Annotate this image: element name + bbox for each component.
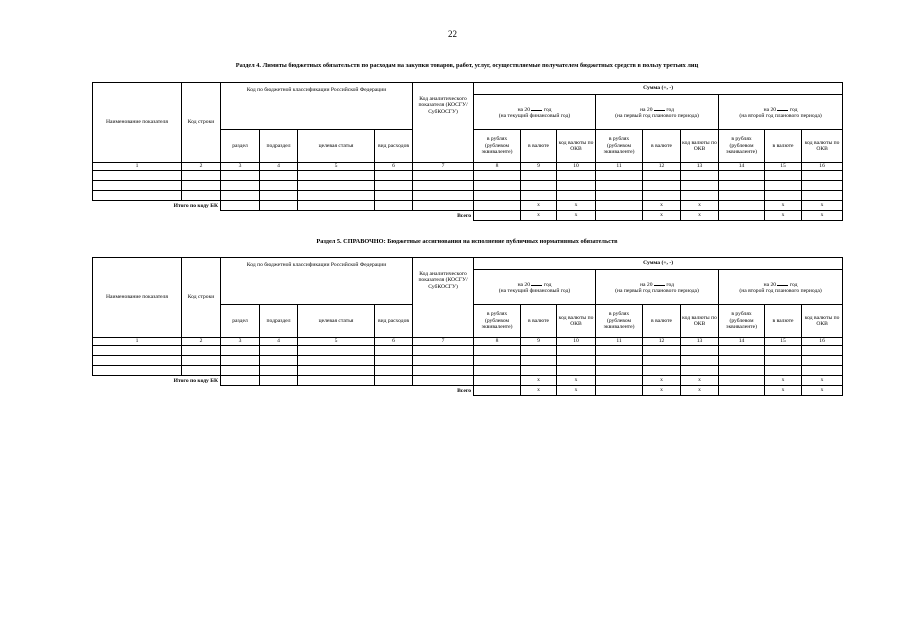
header-name: Наименование показателя <box>93 258 182 338</box>
cell-input[interactable] <box>221 356 260 366</box>
header-sum: Сумма (+, -) <box>474 83 843 95</box>
cell-input[interactable] <box>719 191 765 201</box>
column-numbers-row <box>93 338 843 346</box>
cell-input[interactable] <box>474 386 521 396</box>
cell-input[interactable] <box>719 171 765 181</box>
cell-input[interactable] <box>260 191 298 201</box>
cell-input[interactable] <box>413 376 474 386</box>
cell-input[interactable] <box>719 386 765 396</box>
col-number: 12 <box>643 163 681 171</box>
cell-input[interactable] <box>802 356 843 366</box>
cell-input[interactable] <box>413 356 474 366</box>
header-okv: код валюты по ОКВ <box>557 130 596 163</box>
header-year-first-plan: на 20 год (на первый год планового периода) <box>596 95 719 130</box>
cell-input[interactable] <box>681 346 719 356</box>
col-number: 13 <box>681 163 719 171</box>
column-numbers-row <box>93 163 843 171</box>
cell-input[interactable] <box>474 346 521 356</box>
cell-input[interactable] <box>521 171 557 181</box>
cell-input[interactable] <box>719 201 765 211</box>
cell-input[interactable] <box>298 171 375 181</box>
header-razdel: раздел <box>221 130 260 163</box>
col-number: 8 <box>474 338 521 346</box>
cell-input[interactable] <box>413 191 474 201</box>
cell-input[interactable] <box>521 181 557 191</box>
x-mark: x <box>643 201 681 211</box>
cell-input[interactable] <box>413 346 474 356</box>
cell-input[interactable] <box>260 376 298 386</box>
cell-input[interactable] <box>375 201 413 211</box>
header-okv: код валюты по ОКВ <box>802 305 843 338</box>
cell-input[interactable] <box>681 171 719 181</box>
cell-input[interactable] <box>719 211 765 221</box>
cell-input[interactable] <box>596 211 643 221</box>
header-rub: в рублях (рублевом эквиваленте) <box>719 130 765 163</box>
cell-input[interactable] <box>521 366 557 376</box>
table-row <box>93 171 843 181</box>
total-bk-row <box>93 376 843 386</box>
table-row <box>93 366 843 376</box>
x-mark: x <box>802 211 843 221</box>
cell-input[interactable] <box>681 181 719 191</box>
cell-input[interactable] <box>298 191 375 201</box>
cell-input[interactable] <box>719 376 765 386</box>
col-number: 5 <box>298 338 375 346</box>
cell-input[interactable] <box>298 201 375 211</box>
cell-input[interactable] <box>413 171 474 181</box>
cell-input[interactable] <box>260 201 298 211</box>
col-number: 16 <box>802 163 843 171</box>
x-mark: x <box>557 386 596 396</box>
cell-input[interactable] <box>474 171 521 181</box>
cell-input[interactable] <box>93 191 182 201</box>
cell-input[interactable] <box>221 191 260 201</box>
col-number: 12 <box>643 338 681 346</box>
col-number: 4 <box>260 338 298 346</box>
x-mark: x <box>765 376 802 386</box>
cell-input[interactable] <box>182 346 221 356</box>
header-okv: код валюты по ОКВ <box>802 130 843 163</box>
col-number: 6 <box>375 338 413 346</box>
total-bk-label: Итого по коду БК <box>173 377 218 384</box>
col-number: 14 <box>719 338 765 346</box>
x-mark: x <box>521 201 557 211</box>
cell-input[interactable] <box>596 191 643 201</box>
header-val: в валюте <box>521 305 557 338</box>
header-val: в валюте <box>643 305 681 338</box>
cell-input[interactable] <box>182 181 221 191</box>
header-podrazdel: подраздел <box>260 305 298 338</box>
col-number: 2 <box>182 163 221 171</box>
header-val: в валюте <box>765 305 802 338</box>
cell-input[interactable] <box>375 376 413 386</box>
cell-input[interactable] <box>557 191 596 201</box>
cell-input[interactable] <box>719 366 765 376</box>
cell-input[interactable] <box>413 181 474 191</box>
cell-input[interactable] <box>375 171 413 181</box>
col-number: 10 <box>557 163 596 171</box>
cell-input[interactable] <box>474 376 521 386</box>
section-5-table <box>92 257 843 396</box>
cell-input[interactable] <box>413 201 474 211</box>
col-number: 7 <box>413 338 474 346</box>
header-code: Код строки <box>182 258 221 338</box>
cell-input[interactable] <box>765 171 802 181</box>
table-row <box>93 346 843 356</box>
cell-input[interactable] <box>375 191 413 201</box>
header-bk: Код по бюджетной классификации Российской Федерации <box>221 83 413 130</box>
cell-input[interactable] <box>298 181 375 191</box>
cell-input[interactable] <box>260 366 298 376</box>
x-mark: x <box>681 211 719 221</box>
cell-input[interactable] <box>681 356 719 366</box>
cell-input[interactable] <box>375 181 413 191</box>
cell-input[interactable] <box>521 356 557 366</box>
header-year-current: на 20 год (на текущий финансовый год) <box>474 95 596 130</box>
x-mark: x <box>681 386 719 396</box>
col-number: 15 <box>765 338 802 346</box>
cell-input[interactable] <box>596 171 643 181</box>
cell-input[interactable] <box>474 181 521 191</box>
cell-input[interactable] <box>413 366 474 376</box>
header-rub: в рублях (рублевом эквиваленте) <box>596 305 643 338</box>
col-number: 11 <box>596 338 643 346</box>
cell-input[interactable] <box>643 366 681 376</box>
col-number: 15 <box>765 163 802 171</box>
cell-input[interactable] <box>719 181 765 191</box>
cell-input[interactable] <box>557 181 596 191</box>
cell-input[interactable] <box>375 366 413 376</box>
cell-input[interactable] <box>221 201 260 211</box>
cell-input[interactable] <box>643 191 681 201</box>
cell-input[interactable] <box>596 201 643 211</box>
cell-input[interactable] <box>596 376 643 386</box>
page-number: 22 <box>448 29 457 39</box>
section-4-title: Раздел 4. Лимиты бюджетных обязательств по расходам на закупки товаров, работ, услуг, осуществляемые получателем бюджетных средств в пользу третьих лиц <box>235 62 699 69</box>
col-number: 8 <box>474 163 521 171</box>
cell-input[interactable] <box>643 346 681 356</box>
cell-input[interactable] <box>557 346 596 356</box>
table-row <box>93 181 843 191</box>
col-number: 13 <box>681 338 719 346</box>
header-rub: в рублях (рублевом эквиваленте) <box>474 130 521 163</box>
cell-input[interactable] <box>182 171 221 181</box>
cell-input[interactable] <box>375 346 413 356</box>
cell-input[interactable] <box>474 191 521 201</box>
x-mark: x <box>681 376 719 386</box>
header-sum: Сумма (+, -) <box>474 258 843 270</box>
cell-input[interactable] <box>802 171 843 181</box>
header-year-second-plan: на 20 год (на второй год планового периода) <box>719 95 843 130</box>
cell-input[interactable] <box>521 191 557 201</box>
cell-input[interactable] <box>521 346 557 356</box>
cell-input[interactable] <box>596 356 643 366</box>
cell-input[interactable] <box>596 181 643 191</box>
cell-input[interactable] <box>474 201 521 211</box>
cell-input[interactable] <box>802 191 843 201</box>
x-mark: x <box>557 201 596 211</box>
cell-input[interactable] <box>765 181 802 191</box>
header-celevaya: целевая статья <box>298 130 375 163</box>
x-mark: x <box>802 376 843 386</box>
header-analytic: Код аналитического показателя (КОСГУ/ СубКОСГУ) <box>413 83 474 163</box>
cell-input[interactable] <box>719 356 765 366</box>
cell-input[interactable] <box>221 376 260 386</box>
cell-input[interactable] <box>765 356 802 366</box>
header-year-second-plan: на 20 год (на второй год планового периода) <box>719 270 843 305</box>
cell-input[interactable] <box>182 356 221 366</box>
col-number: 3 <box>221 338 260 346</box>
cell-input[interactable] <box>298 366 375 376</box>
total-all-label: Всего <box>457 212 472 219</box>
cell-input[interactable] <box>765 191 802 201</box>
cell-input[interactable] <box>93 181 182 191</box>
header-year-current: на 20 год (на текущий финансовый год) <box>474 270 596 305</box>
cell-input[interactable] <box>221 181 260 191</box>
x-mark: x <box>765 386 802 396</box>
cell-input[interactable] <box>643 171 681 181</box>
cell-input[interactable] <box>643 181 681 191</box>
cell-input[interactable] <box>596 366 643 376</box>
col-number: 11 <box>596 163 643 171</box>
header-val: в валюте <box>765 130 802 163</box>
cell-input[interactable] <box>260 181 298 191</box>
header-vid: вид расходов <box>375 305 413 338</box>
x-mark: x <box>643 386 681 396</box>
cell-input[interactable] <box>596 386 643 396</box>
header-rub: в рублях (рублевом эквиваленте) <box>719 305 765 338</box>
cell-input[interactable] <box>221 171 260 181</box>
cell-input[interactable] <box>802 181 843 191</box>
cell-input[interactable] <box>221 346 260 356</box>
header-okv: код валюты по ОКВ <box>681 305 719 338</box>
x-mark: x <box>765 211 802 221</box>
header-analytic: Код аналитического показателя (КОСГУ/ СубКОСГУ) <box>413 258 474 338</box>
col-number: 10 <box>557 338 596 346</box>
col-number: 16 <box>802 338 843 346</box>
col-number: 9 <box>521 338 557 346</box>
total-all-label: Всего <box>457 387 472 394</box>
cell-input[interactable] <box>93 346 182 356</box>
header-val: в валюте <box>521 130 557 163</box>
col-number: 6 <box>375 163 413 171</box>
total-bk-row <box>93 201 843 211</box>
cell-input[interactable] <box>765 366 802 376</box>
x-mark: x <box>802 201 843 211</box>
section-5-title: Раздел 5. СПРАВОЧНО: Бюджетные ассигнования на исполнение публичных нормативных обязательств <box>316 238 618 245</box>
header-celevaya: целевая статья <box>298 305 375 338</box>
col-number: 9 <box>521 163 557 171</box>
header-okv: код валюты по ОКВ <box>557 305 596 338</box>
cell-input[interactable] <box>221 366 260 376</box>
total-bk-label: Итого по коду БК <box>173 202 218 209</box>
x-mark: x <box>681 201 719 211</box>
cell-input[interactable] <box>298 346 375 356</box>
cell-input[interactable] <box>719 346 765 356</box>
cell-input[interactable] <box>557 171 596 181</box>
header-vid: вид расходов <box>375 130 413 163</box>
cell-input[interactable] <box>765 346 802 356</box>
cell-input[interactable] <box>260 171 298 181</box>
col-number: 1 <box>93 338 182 346</box>
col-number: 3 <box>221 163 260 171</box>
header-razdel: раздел <box>221 305 260 338</box>
cell-input[interactable] <box>596 346 643 356</box>
col-number: 7 <box>413 163 474 171</box>
cell-input[interactable] <box>802 346 843 356</box>
col-number: 5 <box>298 163 375 171</box>
header-rub: в рублях (рублевом эквиваленте) <box>596 130 643 163</box>
x-mark: x <box>521 211 557 221</box>
table-row <box>93 356 843 366</box>
x-mark: x <box>557 376 596 386</box>
header-bk: Код по бюджетной классификации Российской Федерации <box>221 258 413 305</box>
col-number: 14 <box>719 163 765 171</box>
section-4-table <box>92 82 843 221</box>
x-mark: x <box>643 376 681 386</box>
cell-input[interactable] <box>182 191 221 201</box>
col-number: 4 <box>260 163 298 171</box>
x-mark: x <box>521 376 557 386</box>
cell-input[interactable] <box>474 356 521 366</box>
cell-input[interactable] <box>298 376 375 386</box>
total-all-row <box>93 386 843 396</box>
header-year-first-plan: на 20 год (на первый год планового периода) <box>596 270 719 305</box>
cell-input[interactable] <box>474 366 521 376</box>
x-mark: x <box>557 211 596 221</box>
cell-input[interactable] <box>260 346 298 356</box>
header-val: в валюте <box>643 130 681 163</box>
col-number: 1 <box>93 163 182 171</box>
cell-input[interactable] <box>182 366 221 376</box>
cell-input[interactable] <box>375 356 413 366</box>
cell-input[interactable] <box>557 366 596 376</box>
total-all-row <box>93 211 843 221</box>
cell-input[interactable] <box>260 356 298 366</box>
cell-input[interactable] <box>474 211 521 221</box>
header-code: Код строки <box>182 83 221 163</box>
col-number: 2 <box>182 338 221 346</box>
cell-input[interactable] <box>93 356 182 366</box>
cell-input[interactable] <box>681 366 719 376</box>
cell-input[interactable] <box>802 366 843 376</box>
header-name: Наименование показателя <box>93 83 182 163</box>
cell-input[interactable] <box>557 356 596 366</box>
x-mark: x <box>802 386 843 396</box>
header-podrazdel: подраздел <box>260 130 298 163</box>
header-rub: в рублях (рублевом эквиваленте) <box>474 305 521 338</box>
x-mark: x <box>521 386 557 396</box>
header-okv: код валюты по ОКВ <box>681 130 719 163</box>
cell-input[interactable] <box>93 171 182 181</box>
x-mark: x <box>643 211 681 221</box>
cell-input[interactable] <box>93 366 182 376</box>
x-mark: x <box>765 201 802 211</box>
table-row <box>93 191 843 201</box>
cell-input[interactable] <box>643 356 681 366</box>
cell-input[interactable] <box>681 191 719 201</box>
cell-input[interactable] <box>298 356 375 366</box>
